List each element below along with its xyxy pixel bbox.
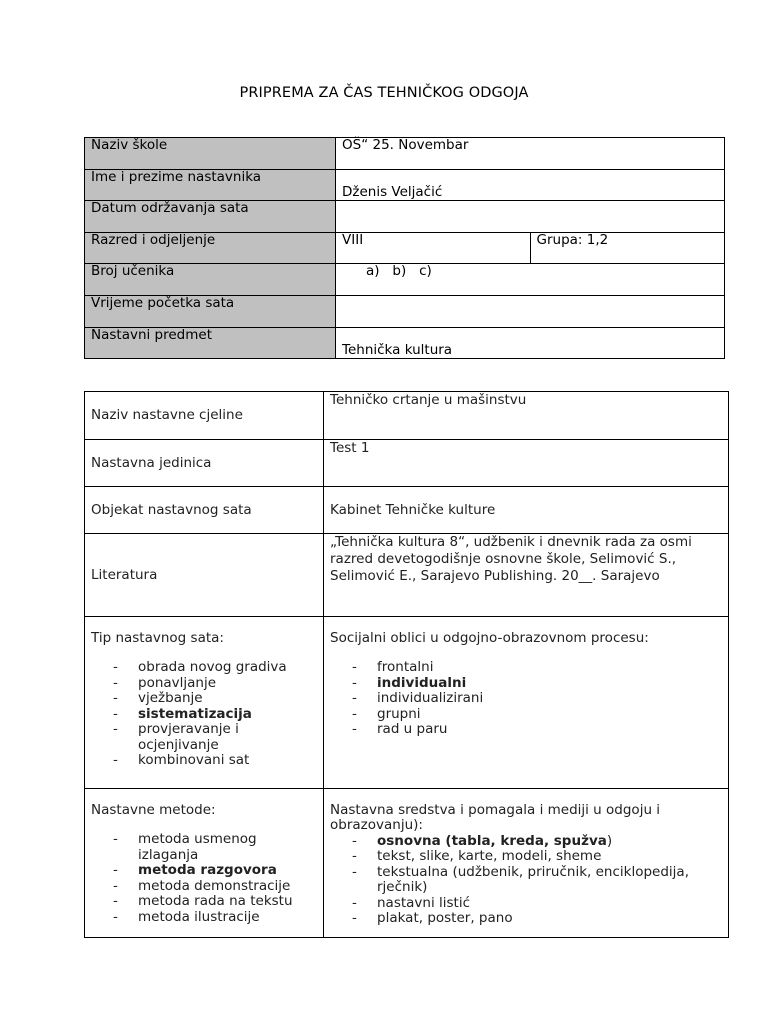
school-info-table	[84, 137, 725, 359]
value-class: VIII	[336, 232, 531, 264]
social-forms-list	[330, 660, 722, 738]
table-row	[85, 138, 725, 170]
list-item-text: provjeravanje i ocjenjivanje	[138, 721, 239, 753]
list-item-text: kombinovani sat	[138, 752, 250, 768]
list-item	[330, 834, 722, 850]
value-group: Grupa: 1,2	[530, 232, 725, 264]
table-row	[85, 201, 725, 233]
list-item-text: metoda ilustracije	[138, 908, 260, 925]
list-item	[91, 660, 317, 676]
list-item	[91, 676, 317, 692]
label-student-count: Broj učenika	[85, 264, 336, 296]
list-item-text: rad u paru	[377, 721, 448, 737]
list-item	[91, 832, 317, 863]
label-subject: Nastavni predmet	[85, 327, 336, 359]
list-item-text: tekst, slike, karte, modeli, sheme	[377, 848, 602, 864]
teaching-aids-cell	[324, 788, 729, 937]
table-row	[85, 616, 729, 788]
list-item	[330, 691, 722, 707]
label-location: Objekat nastavnog sata	[85, 486, 324, 533]
label-date: Datum održavanja sata	[85, 201, 336, 233]
table-row	[85, 392, 729, 440]
value-student-count: a) b) c)	[366, 263, 432, 280]
table-row	[85, 295, 725, 327]
lesson-type-heading: Tip nastavnog sata:	[91, 629, 224, 646]
list-item-text: frontalni	[377, 659, 434, 675]
list-item	[91, 863, 317, 879]
list-item	[91, 722, 317, 753]
label-lesson: Nastavna jedinica	[85, 439, 324, 486]
value-subject: Tehnička kultura	[336, 327, 725, 359]
list-item-text: vježbanje	[138, 690, 203, 706]
methods-list	[91, 832, 317, 925]
list-item-text: obrada novog gradiva	[138, 659, 287, 675]
table-row	[85, 439, 729, 486]
list-item-text: plakat, poster, pano	[377, 910, 513, 926]
teaching-aids-list	[330, 834, 722, 927]
list-item-text: sistematizacija	[138, 705, 252, 722]
list-item	[330, 849, 722, 865]
lesson-type-list	[91, 660, 317, 769]
list-item-text: metoda demonstracije	[138, 877, 291, 894]
list-item-text: nastavni listić	[377, 894, 471, 911]
value-location: Kabinet Tehničke kulture	[324, 486, 729, 533]
table-row	[85, 169, 725, 201]
list-item-text: grupni	[377, 705, 421, 722]
list-item-text: ponavljanje	[138, 674, 217, 691]
value-teacher-name: Dženis Veljačić	[336, 169, 725, 201]
table-row	[85, 533, 729, 616]
list-item	[330, 865, 722, 896]
label-start-time: Vrijeme početka sata	[85, 295, 336, 327]
list-item	[330, 707, 722, 723]
list-item-text: metoda usmenog izlaganja	[138, 831, 257, 863]
table-row	[85, 264, 725, 296]
list-item-text: metoda rada na tekstu	[138, 893, 293, 909]
list-item	[91, 910, 317, 926]
label-school-name: Naziv škole	[85, 138, 336, 170]
list-item-text: individualizirani	[377, 690, 484, 706]
list-item-text: osnovna (tabla, kreda, spužva	[377, 832, 607, 849]
list-item	[91, 879, 317, 895]
list-item-text: individualni	[377, 674, 467, 691]
list-item	[330, 722, 722, 738]
table-row	[85, 232, 725, 264]
methods-cell	[85, 788, 324, 937]
social-forms-cell	[324, 616, 729, 788]
table-row	[85, 788, 729, 937]
label-class: Razred i odjeljenje	[85, 232, 336, 264]
label-literature: Literatura	[85, 533, 324, 616]
label-unit: Naziv nastavne cjeline	[85, 392, 324, 440]
value-literature: „Tehnička kultura 8“, udžbenik i dnevnik rada za osmi razred devetogodišnje osnovne škole, Selimović S., Selimović E., Sarajevo Publishing. 20__. Sarajevo	[324, 533, 729, 616]
list-item-text: tekstualna (udžbenik, priručnik, enciklopedija, rječnik)	[377, 863, 689, 895]
document-title: PRIPREMA ZA ČAS TEHNIČKOG ODGOJA	[239, 85, 529, 101]
lesson-plan-table	[84, 391, 729, 938]
methods-heading: Nastavne metode:	[91, 801, 216, 818]
list-item	[91, 894, 317, 910]
list-item	[330, 896, 722, 912]
label-teacher-name: Ime i prezime nastavnika	[85, 169, 336, 201]
list-item	[330, 676, 722, 692]
value-lesson: Test 1	[324, 439, 729, 486]
value-student-count-cell	[336, 264, 725, 296]
value-school-name: OŠ“ 25. Novembar	[336, 138, 725, 170]
teaching-aids-heading: Nastavna sredstva i pomagala i mediji u odgoju i obrazovanju):	[330, 801, 661, 833]
lesson-type-cell	[85, 616, 324, 788]
list-item-suffix: )	[606, 832, 613, 849]
list-item	[91, 707, 317, 723]
social-forms-heading: Socijalni oblici u odgojno-obrazovnom procesu:	[330, 629, 649, 646]
list-item	[91, 691, 317, 707]
list-item	[330, 911, 722, 927]
list-item-text: metoda razgovora	[138, 862, 277, 878]
value-date	[336, 201, 725, 233]
value-unit: Tehničko crtanje u mašinstvu	[324, 392, 729, 440]
list-item	[330, 660, 722, 676]
value-start-time	[336, 295, 725, 327]
table-row	[85, 486, 729, 533]
list-item	[91, 753, 317, 769]
table-row	[85, 327, 725, 359]
